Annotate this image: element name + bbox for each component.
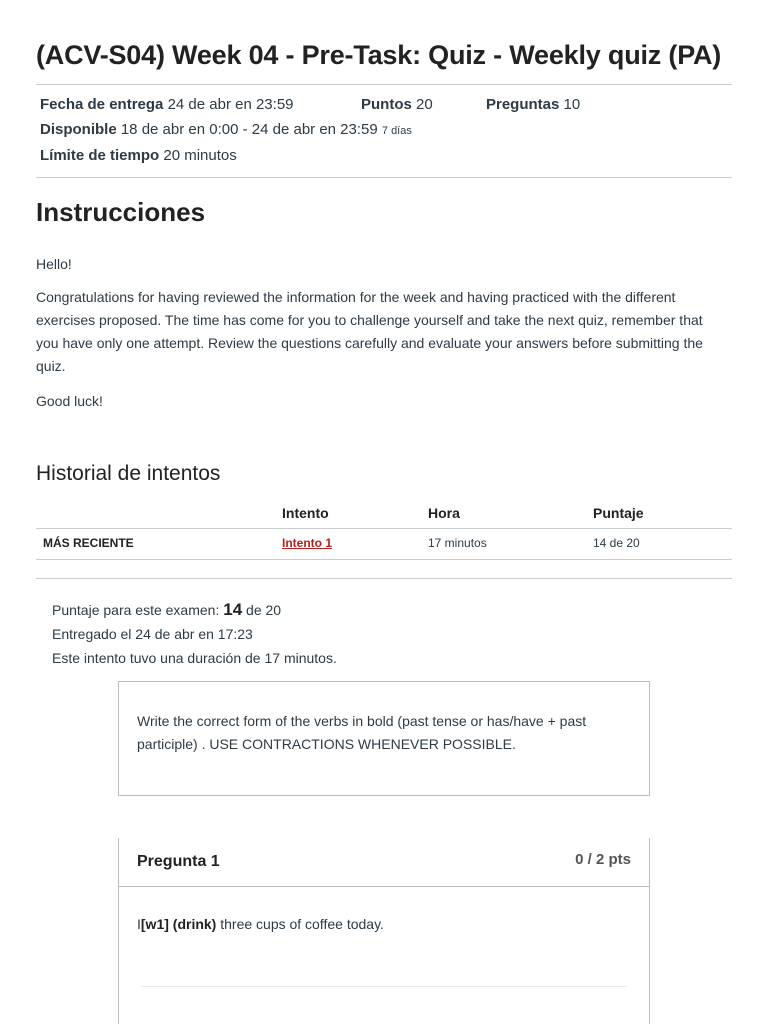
table-divider <box>36 559 732 560</box>
time-limit-label: Límite de tiempo <box>40 147 160 164</box>
submitted-date: Entregado el 24 de abr en 17:23 <box>52 626 253 642</box>
row-label: MÁS RECIENTE <box>43 536 134 550</box>
due-label: Fecha de entrega <box>40 96 164 113</box>
divider <box>36 84 732 85</box>
availability <box>40 121 412 138</box>
instructions-greeting: Hello! <box>36 256 72 272</box>
question-text-suffix: three cups of coffee today. <box>216 916 384 932</box>
question-header <box>119 838 649 887</box>
available-value: 18 de abr en 0:00 - 24 de abr en 23:59 <box>120 121 378 138</box>
instructions-heading: Instrucciones <box>36 197 206 227</box>
attempt-link[interactable]: Intento 1 <box>282 536 332 550</box>
score-value: 14 <box>223 600 243 619</box>
points-label: Puntos <box>361 96 412 113</box>
instructions-closing: Good luck! <box>36 393 103 409</box>
instruction-box <box>118 681 650 796</box>
divider <box>36 177 732 178</box>
attempt-duration: Este intento tuvo una duración de 17 minutos. <box>52 650 337 666</box>
table-divider <box>36 528 732 529</box>
attempt-score: 14 de 20 <box>593 536 640 550</box>
divider <box>36 578 732 579</box>
available-label: Disponible <box>40 121 117 138</box>
question-points: 0 / 2 pts <box>575 851 631 868</box>
due-date <box>40 96 294 113</box>
questions <box>486 96 580 113</box>
time-limit-value: 20 minutos <box>163 147 237 164</box>
questions-label: Preguntas <box>486 96 560 113</box>
question-text <box>137 916 384 932</box>
score-summary <box>52 600 281 620</box>
questions-value: 10 <box>563 96 581 113</box>
question-text-bold: [w1] (drink) <box>140 916 217 932</box>
available-days: 7 días <box>381 125 412 137</box>
score-suffix: de 20 <box>246 602 282 618</box>
time-limit <box>40 147 237 164</box>
points <box>361 96 433 113</box>
col-attempt: Intento <box>282 505 329 521</box>
score-prefix: Puntaje para este examen: <box>52 602 220 618</box>
question-text-prefix: I <box>137 916 141 932</box>
history-heading: Historial de intentos <box>36 462 221 485</box>
col-time: Hora <box>428 505 460 521</box>
question-title: Pregunta 1 <box>137 853 220 870</box>
instructions-body: Congratulations for having reviewed the information for the week and having practiced with the different exercises proposed. The time has come for you to challenge yourself and take the next quiz, remember that you have only one attempt. Review the questions carefully and evaluate your answers before submitting the quiz. <box>36 289 703 374</box>
points-value: 20 <box>416 96 433 113</box>
page-title: (ACV-S04) Week 04 - Pre-Task: Quiz - Weekly quiz (PA) <box>36 40 722 70</box>
question-card <box>118 838 650 1024</box>
question-divider <box>141 986 627 987</box>
instruction-box-text: Write the correct form of the verbs in bold (past tense or has/have + past participle) . USE CONTRACTIONS WHENEVER POSSIBLE. <box>137 713 587 752</box>
due-value: 24 de abr en 23:59 <box>167 96 294 113</box>
attempt-time: 17 minutos <box>428 536 487 550</box>
col-score: Puntaje <box>593 505 644 521</box>
